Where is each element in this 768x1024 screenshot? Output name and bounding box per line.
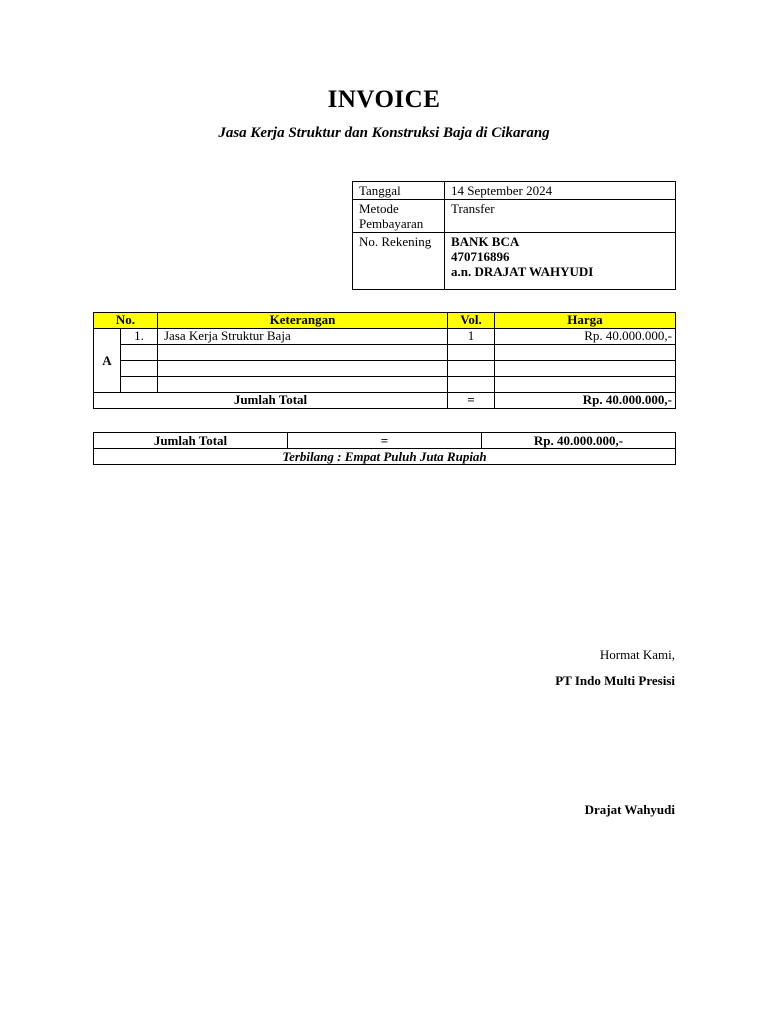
invoice-subtitle: Jasa Kerja Struktur dan Konstruksi Baja di Cikarang <box>218 125 550 141</box>
rekening-bank: BANK BCA <box>451 234 520 249</box>
empty-cell <box>121 377 158 393</box>
signature-greeting: Hormat Kami, <box>599 647 675 662</box>
empty-cell <box>158 361 448 377</box>
signature-company: PT Indo Multi Presisi <box>555 673 675 688</box>
summary-total-label: Jumlah Total <box>94 433 288 449</box>
tanggal-label: Tanggal <box>353 182 445 200</box>
info-row-rekening <box>353 233 676 290</box>
empty-cell <box>495 345 676 361</box>
row-vol: 1 <box>448 329 495 345</box>
header-keterangan: Keterangan <box>158 313 448 329</box>
invoice-title: INVOICE <box>327 86 441 113</box>
metode-label-line-2: Pembayaran <box>359 216 424 231</box>
invoice-summary-table <box>93 432 676 465</box>
empty-cell <box>158 345 448 361</box>
invoice-items-table <box>93 312 676 409</box>
table-row-empty <box>94 361 676 377</box>
empty-cell <box>158 377 448 393</box>
table-row-empty <box>94 377 676 393</box>
empty-cell <box>495 377 676 393</box>
rekening-label: No. Rekening <box>353 233 445 290</box>
row-keterangan: Jasa Kerja Struktur Baja <box>158 329 448 345</box>
tanggal-value: 14 September 2024 <box>445 182 676 200</box>
header-vol: Vol. <box>448 313 495 329</box>
summary-total-row <box>94 433 676 449</box>
rekening-value <box>445 233 676 290</box>
header-no: No. <box>94 313 158 329</box>
summary-total-eq: = <box>288 433 482 449</box>
info-row-tanggal <box>353 182 676 200</box>
rekening-name: a.n. DRAJAT WAHYUDI <box>451 264 594 279</box>
empty-cell <box>121 345 158 361</box>
items-header-row <box>94 313 676 329</box>
empty-cell <box>448 377 495 393</box>
invoice-info-table <box>352 181 676 290</box>
row-harga: Rp. 40.000.000,- <box>495 329 676 345</box>
metode-value: Transfer <box>445 200 676 233</box>
group-label: A <box>94 329 121 393</box>
items-total-row <box>94 393 676 409</box>
info-row-metode <box>353 200 676 233</box>
table-row-empty <box>94 345 676 361</box>
row-no: 1. <box>121 329 158 345</box>
empty-cell <box>448 345 495 361</box>
metode-label <box>353 200 445 233</box>
header-harga: Harga <box>495 313 676 329</box>
items-total-value: Rp. 40.000.000,- <box>495 393 676 409</box>
items-total-label: Jumlah Total <box>94 393 448 409</box>
table-row <box>94 329 676 345</box>
empty-cell <box>448 361 495 377</box>
empty-cell <box>121 361 158 377</box>
metode-label-line-1: Metode <box>359 201 399 216</box>
summary-total-value: Rp. 40.000.000,- <box>482 433 676 449</box>
empty-cell <box>495 361 676 377</box>
terbilang-text: Terbilang : Empat Puluh Juta Rupiah <box>94 449 676 465</box>
summary-terbilang-row <box>94 449 676 465</box>
rekening-number: 470716896 <box>451 249 510 264</box>
items-total-eq: = <box>448 393 495 409</box>
signature-name: Drajat Wahyudi <box>584 802 675 817</box>
